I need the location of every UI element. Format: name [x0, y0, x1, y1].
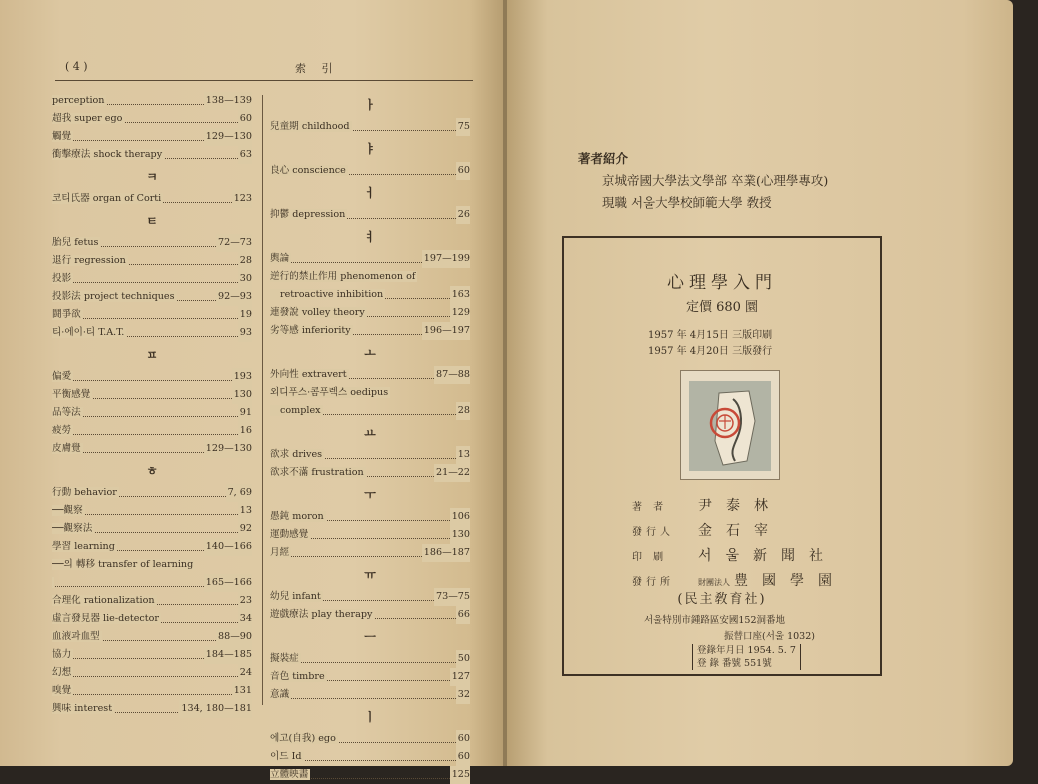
index-entry [270, 250, 470, 268]
index-page-ref: 75 [456, 118, 470, 136]
index-entry [52, 502, 252, 520]
leader-dots [52, 694, 252, 695]
index-entry [52, 110, 252, 128]
index-page-ref: 184—185 [204, 646, 252, 664]
index-entry [52, 422, 252, 440]
leader-dots [52, 676, 252, 677]
index-entry [270, 588, 470, 606]
author-intro [578, 148, 828, 214]
index-term: 觸覺 [52, 131, 72, 142]
index-page-ref: 93 [238, 324, 252, 342]
index-term: 合理化 rationalization [52, 595, 155, 606]
credit-publisher-person: 發行人 金石宰 [632, 523, 782, 539]
index-term: 抑鬱 depression [270, 209, 346, 220]
index-entry [270, 118, 470, 136]
index-page-ref: 129—130 [204, 440, 252, 458]
index-page-ref: 197—199 [422, 250, 470, 268]
index-term: 幼兒 infant [270, 591, 321, 602]
credit-author: 著 者 尹泰林 [632, 498, 782, 514]
index-term: 協力 [52, 649, 72, 660]
stamp-image [689, 381, 771, 471]
index-entry [52, 592, 252, 610]
index-term: 投影 [52, 273, 72, 284]
index-page-ref: 88—90 [216, 628, 252, 646]
index-page-ref: 32 [456, 686, 470, 704]
index-entry [52, 574, 252, 592]
revenue-stamp [680, 370, 780, 480]
index-entry [270, 606, 470, 624]
index-entry [270, 464, 470, 482]
index-entry [270, 544, 470, 562]
index-section-heading: ㅡ [364, 630, 376, 644]
index-page-ref: 131 [232, 682, 252, 700]
publisher-name: (民主敎育社) [677, 592, 767, 607]
index-section-heading: ㅌ [146, 214, 158, 228]
index-entry [52, 386, 252, 404]
index-page-ref: 193 [232, 368, 252, 386]
index-term: 投影法 project techniques [52, 291, 175, 302]
index-term: 티·에이·티 T.A.T. [52, 327, 125, 338]
postal-account: 振替口座(서울 1032) [724, 631, 815, 642]
index-page-ref: 127 [450, 668, 470, 686]
index-column-right [270, 92, 470, 784]
index-entry [52, 700, 252, 718]
index-term: 音色 timbre [270, 671, 325, 682]
book-title: 心理學入門 [667, 273, 777, 293]
index-page-ref: 123 [232, 190, 252, 208]
credits [632, 494, 846, 594]
index-entry [52, 190, 252, 208]
index-term: 運動感覺 [270, 529, 309, 540]
index-term: 逆行的禁止作用 phenomenon of [270, 271, 416, 282]
index-term: 皮膚覺 [52, 443, 81, 454]
index-section-heading: ㅓ [364, 186, 376, 200]
index-section-heading: ㅋ [146, 170, 158, 184]
index-term: 良心 conscience [270, 165, 346, 176]
credit-printer: 印 刷 서울新聞社 [632, 548, 838, 564]
index-entry [52, 664, 252, 682]
index-entry [52, 324, 252, 342]
index-term: 退行 regression [52, 255, 126, 266]
index-entry [52, 404, 252, 422]
index-term: 超我 super ego [52, 113, 123, 124]
index-entry [52, 628, 252, 646]
index-page-ref: 34 [238, 610, 252, 628]
index-page-ref: 186—187 [422, 544, 470, 562]
index-term: 意識 [270, 689, 290, 700]
index-page-ref: 129—130 [204, 128, 252, 146]
index-entry [52, 520, 252, 538]
index-section-heading: ㅕ [364, 230, 376, 244]
publish-date: 1957 年 4月20日 三版發行 [648, 346, 773, 357]
index-term: ──觀察法 [52, 523, 93, 534]
index-section-heading: ㅎ [146, 464, 158, 478]
index-entry [52, 440, 252, 458]
index-term: 에고(自我) ego [270, 733, 336, 744]
index-entry [270, 322, 470, 340]
index-section-heading: ㅜ [364, 488, 376, 502]
index-term: perception [52, 95, 105, 106]
index-page-ref: 129 [450, 304, 470, 322]
index-page-ref: 130 [232, 386, 252, 404]
index-page-ref: 92—93 [216, 288, 252, 306]
index-entry [52, 128, 252, 146]
index-entry [270, 206, 470, 224]
index-term: 擬裝症 [270, 653, 299, 664]
index-page-ref: 60 [456, 748, 470, 766]
index-term [52, 577, 54, 588]
index-term: 月經 [270, 547, 290, 558]
index-term: 平衡感覺 [52, 389, 91, 400]
index-entry [52, 538, 252, 556]
index-page-ref: 28 [238, 252, 252, 270]
print-date: 1957 年 4月15日 三版印刷 [648, 330, 773, 341]
index-column-left [52, 92, 252, 718]
index-page-ref: 21—22 [434, 464, 470, 482]
column-divider [262, 95, 263, 705]
index-entry [52, 306, 252, 324]
index-page-ref: 60 [456, 162, 470, 180]
index-term: 連發說 volley theory [270, 307, 365, 318]
index-page-ref: 92 [238, 520, 252, 538]
index-section-heading: ㅠ [364, 568, 376, 582]
index-entry [270, 686, 470, 704]
index-entry [270, 508, 470, 526]
index-page-ref: 140—166 [204, 538, 252, 556]
index-page-ref: 13 [456, 446, 470, 464]
index-term: complex [270, 405, 323, 416]
index-page-ref: 73—75 [434, 588, 470, 606]
index-page [0, 0, 505, 780]
index-entry [52, 368, 252, 386]
index-term: 이드 Id [270, 751, 302, 762]
index-term: 遊戲療法 play therapy [270, 609, 373, 620]
index-page-ref: 24 [238, 664, 252, 682]
registration-number: 登 錄 番號 551號 [697, 658, 772, 669]
index-entry [270, 304, 470, 322]
index-section-heading: ㅍ [146, 348, 158, 362]
index-page-ref: 125 [450, 766, 470, 784]
index-term: 立體映畵 [270, 769, 309, 780]
index-page-ref: 72—73 [216, 234, 252, 252]
index-entry [52, 682, 252, 700]
index-term: ──觀察 [52, 505, 83, 516]
index-page-ref: 134, 180—181 [179, 700, 252, 718]
leader-dots [52, 282, 252, 283]
page-number: ( 4 ) [65, 60, 88, 73]
credit-publishing-house: 發行所 財團法人 豊國學園 [632, 573, 846, 589]
index-entry [52, 646, 252, 664]
book-price: 定價 680 圜 [685, 300, 759, 315]
index-entry [52, 270, 252, 288]
index-term: 行動 behavior [52, 487, 117, 498]
index-page-ref: 7, 69 [226, 484, 252, 502]
index-entry [270, 766, 470, 784]
index-page-ref: 138—139 [204, 92, 252, 110]
index-term: 코티氏器 organ of Corti [52, 193, 162, 204]
index-term: 嗅覺 [52, 685, 72, 696]
index-entry [52, 92, 252, 110]
index-term: 衝擊療法 shock therapy [52, 149, 163, 160]
index-page-ref: 106 [450, 508, 470, 526]
publisher-address: 서울特別市鍾路區安國152洞番地 [644, 615, 785, 626]
leader-dots [52, 434, 252, 435]
index-section-heading: ㅑ [364, 142, 376, 156]
index-page-ref: 13 [238, 502, 252, 520]
index-entry [52, 252, 252, 270]
index-entry [270, 668, 470, 686]
index-page-ref: 130 [450, 526, 470, 544]
index-entry [52, 234, 252, 252]
index-page-ref: 60 [238, 110, 252, 128]
index-page-ref: 50 [456, 650, 470, 668]
index-page-ref: 30 [238, 270, 252, 288]
index-page-ref: 196—197 [422, 322, 470, 340]
index-term: 偏愛 [52, 371, 72, 382]
registration-date: 登錄年月日 1954. 5. 7 [697, 645, 796, 656]
index-entry [52, 484, 252, 502]
index-page-ref: 26 [456, 206, 470, 224]
running-title: 索 引 [295, 62, 339, 75]
index-term: 學習 learning [52, 541, 115, 552]
index-term: ──의 轉移 transfer of learning [52, 559, 194, 570]
author-education: 京城帝國大學法文學部 卒業(心理學專攻) [602, 173, 829, 188]
index-page-ref: 163 [450, 286, 470, 304]
index-entry [270, 286, 470, 304]
index-page-ref: 91 [238, 404, 252, 422]
index-term: 胎兒 fetus [52, 237, 99, 248]
index-entry-continued [270, 268, 470, 286]
index-page-ref: 60 [456, 730, 470, 748]
index-page-ref: 23 [238, 592, 252, 610]
index-section-heading: ㅛ [364, 426, 376, 440]
index-page-ref: 63 [238, 146, 252, 164]
index-page-ref: 165—166 [204, 574, 252, 592]
index-term: 愚鈍 moron [270, 511, 324, 522]
index-entry [270, 366, 470, 384]
index-term: 品等法 [52, 407, 81, 418]
index-term: retroactive inhibition [270, 289, 385, 300]
author-intro-label: 著者紹介 [578, 151, 629, 166]
index-entry [52, 610, 252, 628]
index-term: 疲勞 [52, 425, 72, 436]
index-entry [270, 446, 470, 464]
index-page-ref: 87—88 [434, 366, 470, 384]
index-page-ref: 28 [456, 402, 470, 420]
index-entry [270, 162, 470, 180]
index-term: 興味 interest [52, 703, 113, 714]
index-term: 외디푸스·콤푸렉스 oedipus [270, 387, 389, 398]
index-term: 虛言發見器 lie-detector [52, 613, 160, 624]
registration-info [692, 644, 801, 670]
index-entry [270, 402, 470, 420]
colophon-box [562, 236, 882, 676]
running-head [55, 60, 473, 81]
index-section-heading: ㅣ [364, 710, 376, 724]
index-section-heading: ㅏ [364, 98, 376, 112]
leader-dots [52, 380, 252, 381]
index-term: 外向性 extravert [270, 369, 347, 380]
index-term: 鬪爭欲 [52, 309, 81, 320]
index-page-ref: 16 [238, 422, 252, 440]
index-term: 血液과血型 [52, 631, 100, 642]
index-entry [270, 730, 470, 748]
index-term: 輿論 [270, 253, 290, 264]
index-entry [52, 146, 252, 164]
index-entry [52, 288, 252, 306]
index-entry [270, 650, 470, 668]
index-section-heading: ㅗ [364, 346, 376, 360]
index-term: 劣等感 inferiority [270, 325, 351, 336]
index-entry-continued [52, 556, 252, 574]
index-entry [270, 526, 470, 544]
author-position: 現職 서울大學校師範大學 敎授 [602, 195, 772, 210]
index-term: 欲求不滿 frustration [270, 467, 364, 478]
index-entry [270, 748, 470, 766]
index-term: 欲求 drives [270, 449, 323, 460]
index-term: 幻想 [52, 667, 72, 678]
index-page-ref: 19 [238, 306, 252, 324]
index-term: 兒童期 childhood [270, 121, 350, 132]
index-entry-continued [270, 384, 470, 402]
index-page-ref: 66 [456, 606, 470, 624]
leader-dots [270, 698, 470, 699]
